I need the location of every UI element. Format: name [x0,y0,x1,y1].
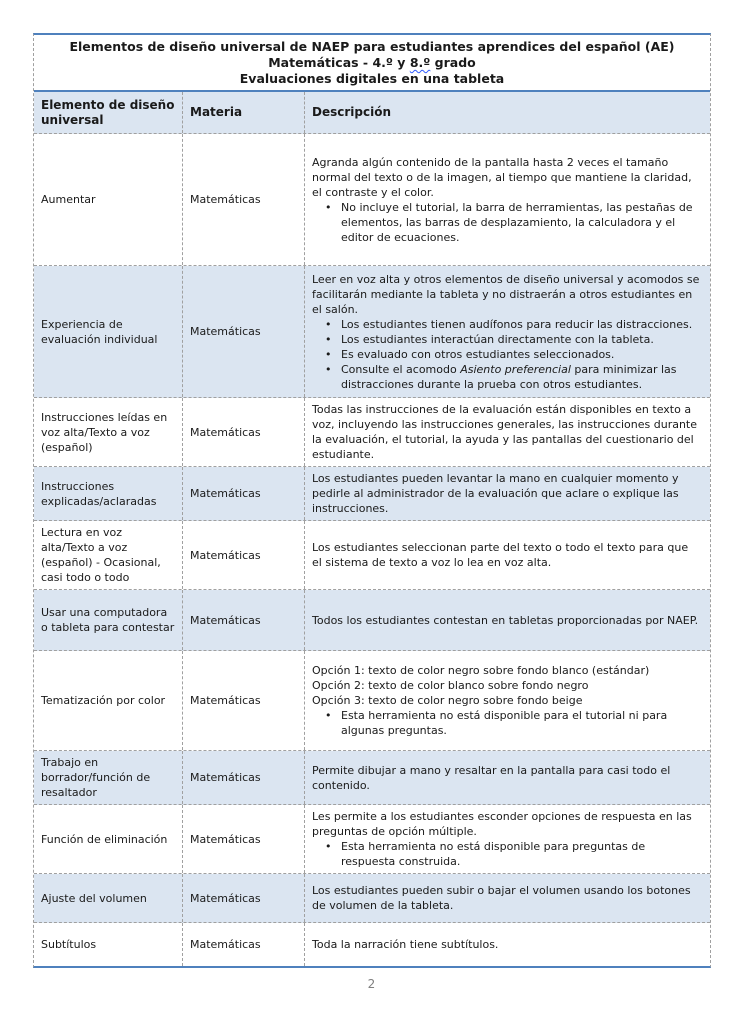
subject-cell: Matemáticas [183,590,305,650]
text-run: Opción 1: texto de color negro sobre fondo blanco (estándar) [312,664,650,677]
italic-text-run: Asiento preferencial [460,362,571,376]
description-paragraph [312,693,701,708]
table-row [34,874,710,923]
text-run: Les permite a los estudiantes esconder opciones de respuesta en las preguntas de opción múltiple. [312,810,692,838]
text-run: Todos los estudiantes contestan en tabletas proporcionadas por NAEP. [312,613,699,627]
text-run: Los estudiantes tienen audífonos para reducir las distracciones. [341,317,693,331]
bullet-text [341,332,701,347]
title-line-2-pre: Matemáticas - 4.º y [268,55,410,70]
text-run: Los estudiantes interactúan directamente con la tableta. [341,332,654,346]
table-header-row [34,92,710,134]
text-run: Es evaluado con otros estudiantes seleccionados. [341,347,615,361]
page-number: 2 [367,977,376,991]
text-run: Opción 2: texto de color blanco sobre fondo negro [312,679,589,692]
table-row [34,521,710,590]
bullet-item [312,708,701,738]
description-cell [305,134,710,265]
subject-cell: Matemáticas [183,134,305,265]
bullet-item [312,347,701,362]
table-row [34,751,710,805]
element-cell: Instrucciones leídas en voz alta/Texto a voz (español) [34,398,183,466]
description-cell [305,651,710,750]
description-cell [305,398,710,466]
table-row [34,805,710,874]
subject-cell: Matemáticas [183,521,305,589]
element-cell: Aumentar [34,134,183,265]
table-row [34,134,710,266]
description-paragraph [312,540,701,570]
bullet-icon: • [325,332,332,346]
title-line-1: Elementos de diseño universal de NAEP para estudiantes aprendices del español (AE) [69,39,675,54]
bullet-text [341,200,701,245]
subject-cell: Matemáticas [183,874,305,922]
subject-cell: Matemáticas [183,398,305,466]
table-row [34,398,710,467]
description-paragraph [312,402,701,462]
table-row [34,590,710,651]
element-cell: Subtítulos [34,923,183,966]
text-run: Toda la narración tiene subtítulos. [312,938,499,951]
bullet-item [312,839,701,869]
subject-cell: Matemáticas [183,805,305,873]
subject-cell: Matemáticas [183,923,305,966]
element-cell: Ajuste del volumen [34,874,183,922]
description-paragraph [312,613,701,628]
header-subject: Materia [183,92,305,133]
description-cell [305,467,710,520]
description-paragraph [312,678,701,693]
bullet-text [341,317,701,332]
text-run: Los estudiantes seleccionan parte del texto o todo el texto para que el sistema de texto a voz lo lea en voz alta. [312,541,689,569]
text-run: Permite dibujar a mano y resaltar en la pantalla para casi todo el contenido. [312,763,671,792]
table-title [34,35,710,92]
description-cell [305,590,710,650]
description-paragraph [312,763,701,793]
description-paragraph [312,272,701,317]
bullet-text [341,708,701,738]
text-run: Esta herramienta no está disponible para preguntas de respuesta construida. [341,840,646,868]
title-line-3: Evaluaciones digitales en una tableta [239,71,505,86]
description-cell [305,266,710,397]
text-run: para minimizar las distracciones durante la prueba con otros estudiantes. [341,362,677,391]
description-paragraph [312,809,701,839]
bullet-item [312,200,701,245]
bullet-item [312,332,701,347]
table-body [34,134,710,966]
text-run: Leer en voz alta y otros elementos de diseño universal y acomodos se facilitarán mediante la tableta y no distraerán a otros estudiantes en el salón. [312,272,700,316]
title-line-2-post: grado [430,55,476,70]
description-cell [305,805,710,873]
bullet-text [341,362,701,392]
description-cell [305,923,710,966]
spellcheck-underlined-grade: 8.º [409,55,431,70]
bullet-text [341,347,701,362]
text-run: Los estudiantes pueden subir o bajar el volumen usando los botones de volumen de la tableta. [312,884,691,912]
text-run: Los estudiantes pueden levantar la mano en cualquier momento y pedirle al administrador de la evaluación que aclare o explique las instrucciones. [312,472,679,515]
bullet-item [312,317,701,332]
universal-design-elements-table [33,33,711,968]
subject-cell: Matemáticas [183,467,305,520]
table-row [34,266,710,398]
bullet-icon: • [325,840,332,853]
description-paragraph [312,663,701,678]
header-element: Elemento de diseño universal [34,92,183,133]
bullet-icon: • [325,709,332,722]
description-cell [305,751,710,804]
bullet-icon: • [325,362,332,376]
description-paragraph [312,937,701,952]
table-row [34,467,710,521]
element-cell: Trabajo en borrador/función de resaltador [34,751,183,804]
description-cell [305,521,710,589]
element-cell: Experiencia de evaluación individual [34,266,183,397]
text-run: No incluye el tutorial, la barra de herramientas, las pestañas de elementos, las barras de desplazamiento, la calculadora y el editor de ecuaciones. [341,200,693,244]
element-cell: Tematización por color [34,651,183,750]
bullet-text [341,839,701,869]
element-cell: Usar una computadora o tableta para contestar [34,590,183,650]
title-line-2 [44,55,700,71]
bullet-icon: • [325,347,332,361]
description-paragraph [312,471,701,516]
description-paragraph [312,155,701,200]
text-run: Todas las instrucciones de la evaluación están disponibles en texto a voz, incluyendo las instrucciones generales, las instrucciones durante la evaluación, el tutorial, la ayuda y las pantallas del cuestionario del estudiante. [312,403,698,461]
bullet-icon: • [325,317,332,331]
element-cell: Instrucciones explicadas/aclaradas [34,467,183,520]
text-run: Esta herramienta no está disponible para el tutorial ni para algunas preguntas. [341,709,668,737]
subject-cell: Matemáticas [183,751,305,804]
text-run: Opción 3: texto de color negro sobre fondo beige [312,694,583,707]
description-cell [305,874,710,922]
bullet-icon: • [325,200,332,214]
table-row [34,651,710,751]
description-paragraph [312,883,701,913]
table-row [34,923,710,966]
element-cell: Función de eliminación [34,805,183,873]
element-cell: Lectura en voz alta/Texto a voz (español) - Ocasional, casi todo o todo [34,521,183,589]
subject-cell: Matemáticas [183,266,305,397]
bullet-item [312,362,701,392]
subject-cell: Matemáticas [183,651,305,750]
header-description: Descripción [312,105,391,119]
text-run: Agranda algún contenido de la pantalla hasta 2 veces el tamaño normal del texto o de la imagen, al tiempo que mantiene la claridad, el contraste y el color. [312,155,692,199]
text-run: Consulte el acomodo [341,362,461,376]
